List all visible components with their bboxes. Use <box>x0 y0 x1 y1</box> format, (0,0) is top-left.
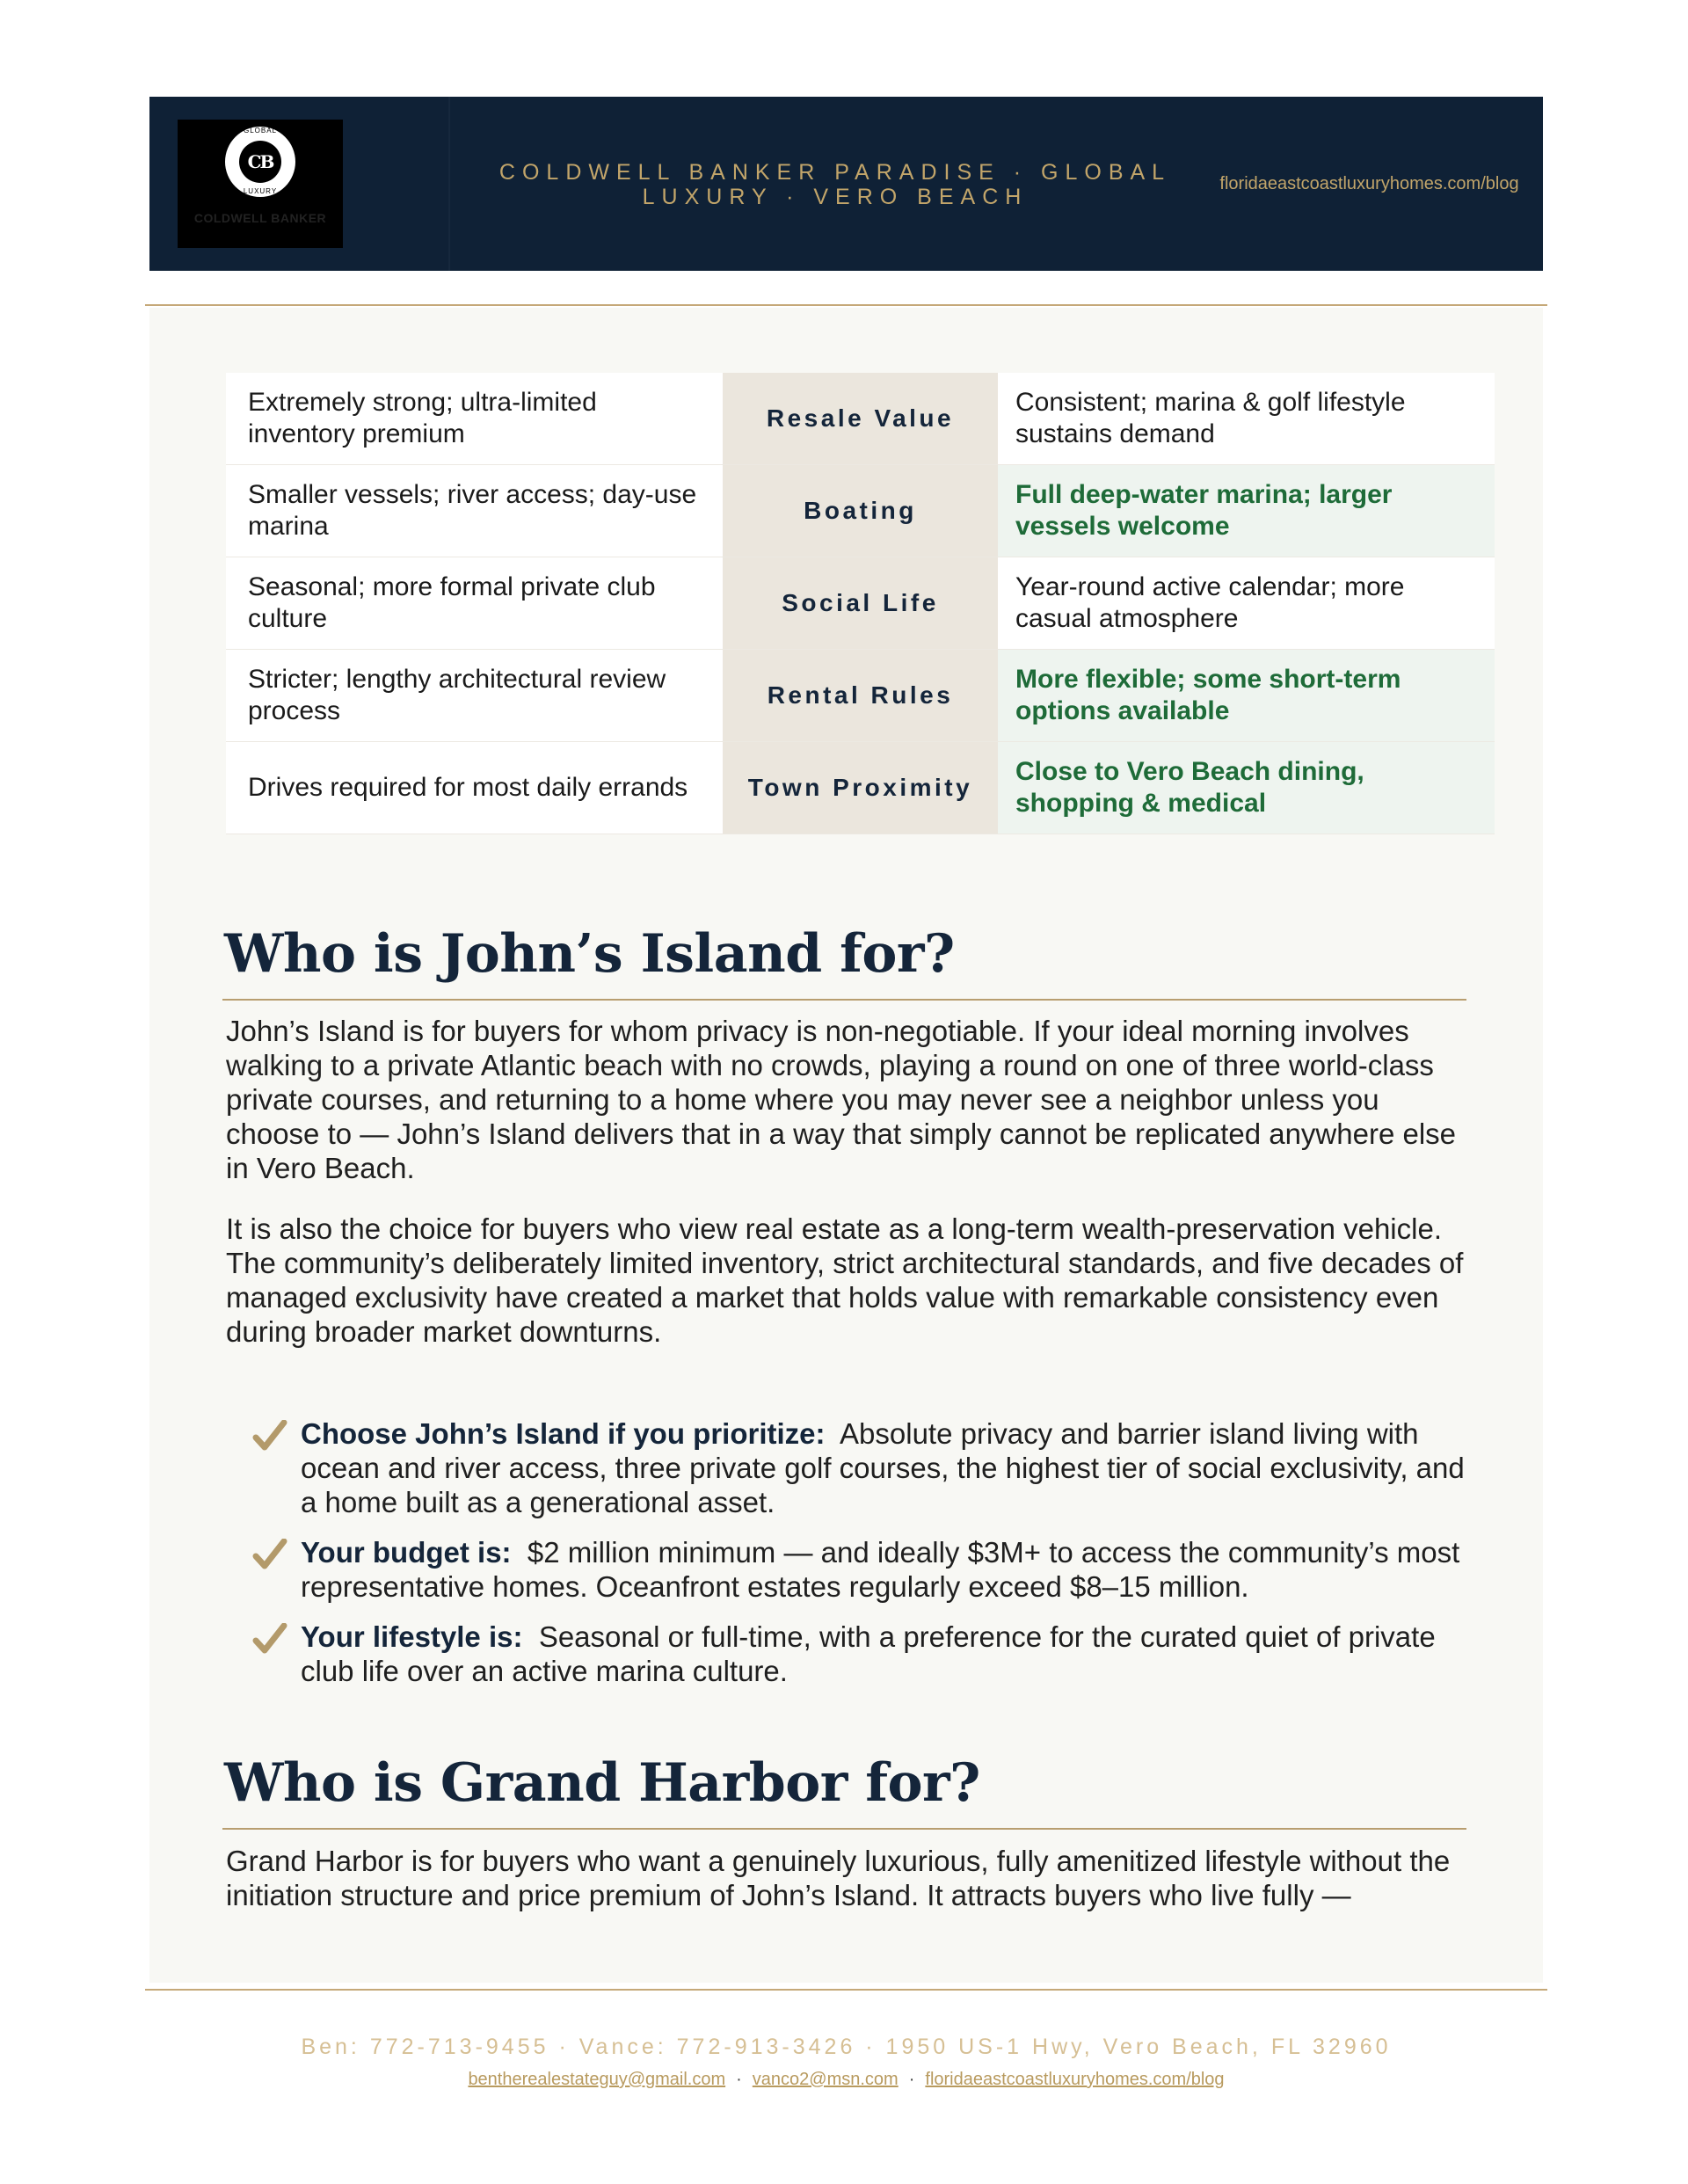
johns-island-cell: Seasonal; more formal private club culture <box>226 557 723 649</box>
table-row <box>226 742 1495 834</box>
category-label: Town Proximity <box>723 742 998 834</box>
logo-ring-top: GLOBAL <box>243 127 277 135</box>
grand-harbor-paragraph-1: Grand Harbor is for buyers who want a genuinely luxurious, fully amenitized lifestyle without the initiation structure and price premium of John’s Island. It attracts buyers who live fully — <box>226 1845 1451 1911</box>
grand-harbor-cell: Full deep-water marina; larger vessels welcome <box>998 465 1495 557</box>
checklist-text: Absolute privacy and barrier island living with ocean and river access, three private golf courses, the highest tier of social exclusivity, and a home built as a generational asset. <box>301 1417 1465 1518</box>
header-blog-url[interactable]: floridaeastcoastluxuryhomes.com/blog <box>1219 174 1519 193</box>
footer-contact-line: Ben: 772-713-9455 · Vance: 772-913-3426 · 1950 US-1 Hwy, Vero Beach, FL 32960 <box>301 2035 1392 2059</box>
table-row <box>226 650 1495 742</box>
heading-rule <box>222 999 1466 1001</box>
johns-island-cell: Stricter; lengthy architectural review process <box>226 650 723 741</box>
johns-island-cell: Smaller vessels; river access; day-use marina <box>226 465 723 557</box>
checklist-lead: Choose John’s Island if you prioritize: <box>301 1417 826 1450</box>
table-row <box>226 557 1495 650</box>
category-label: Social Life <box>723 557 998 649</box>
johns-island-checklist <box>252 1416 1474 1704</box>
heading-rule <box>222 1828 1466 1830</box>
logo-monogram: CB <box>239 141 281 183</box>
johns-island-cell: Drives required for most daily errands <box>226 742 723 834</box>
category-label: Resale Value <box>723 373 998 464</box>
logo-seal <box>225 127 295 197</box>
checklist-text: Seasonal or full-time, with a preference for the curated quiet of private club life over an active marina culture. <box>301 1620 1436 1687</box>
comparison-table <box>226 373 1495 834</box>
category-label: Rental Rules <box>723 650 998 741</box>
table-row <box>226 465 1495 557</box>
blog-link[interactable]: floridaeastcoastluxuryhomes.com/blog <box>925 2070 1225 2089</box>
footer-links <box>149 2070 1543 2090</box>
email-link-ben[interactable]: bentherealestateguy@gmail.com <box>468 2070 726 2089</box>
checklist-item <box>252 1416 1474 1519</box>
category-label: Boating <box>723 465 998 557</box>
footer-separator: · <box>908 2070 915 2089</box>
header-banner <box>149 97 1543 271</box>
johns-island-paragraph-2: It is also the choice for buyers who view real estate as a long-term wealth-preservation vehicle. The community’s deliberately limited inventory, strict architectural standards, and five decades of managed exclusivity have created a market that holds value with remarkable consistency even during broader market downturns. <box>226 1212 1464 1348</box>
logo-text: COLDWELL BANKER <box>193 211 327 225</box>
grand-harbor-cell: Year-round active calendar; more casual atmosphere <box>998 557 1495 649</box>
footer-separator: · <box>736 2070 742 2089</box>
header-divider <box>448 97 450 271</box>
footer-rule <box>145 1989 1547 1991</box>
header-rule <box>145 304 1547 306</box>
grand-harbor-heading: Who is Grand Harbor for? <box>224 1752 980 1814</box>
grand-harbor-cell: Consistent; marina & golf lifestyle sustains demand <box>998 373 1495 464</box>
grand-harbor-cell: Close to Vero Beach dining, shopping & medical <box>998 742 1495 834</box>
checkmark-icon <box>252 1623 287 1655</box>
checklist-item <box>252 1620 1474 1688</box>
brand-line-2: LUXURY · VERO BEACH <box>642 185 1029 209</box>
brand-title <box>484 160 1187 209</box>
table-row <box>226 373 1495 465</box>
checklist-item <box>252 1535 1474 1604</box>
brand-line-1: COLDWELL BANKER PARADISE · GLOBAL <box>498 160 1172 185</box>
johns-island-paragraph-1: John’s Island is for buyers for whom privacy is non-negotiable. If your ideal morning involves walking to a private Atlantic beach with no crowds, playing a round on one of three world-class private courses, and returning to a home where you may never see a neighbor unless you choose to — John’s Island delivers that in a way that simply cannot be replicated anywhere else in Vero Beach. <box>226 1015 1457 1184</box>
checkmark-icon <box>252 1539 287 1570</box>
johns-island-cell: Extremely strong; ultra-limited inventory premium <box>226 373 723 464</box>
checkmark-icon <box>252 1420 287 1452</box>
johns-island-heading: Who is John’s Island for? <box>224 923 955 985</box>
checklist-lead: Your lifestyle is: <box>301 1620 523 1653</box>
checklist-lead: Your budget is: <box>301 1536 512 1569</box>
coldwell-banker-logo <box>178 120 343 248</box>
email-link-vance[interactable]: vanco2@msn.com <box>752 2070 899 2089</box>
logo-ring-bottom: LUXURY <box>243 187 278 195</box>
checklist-text: $2 million minimum — and ideally $3M+ to access the community’s most representative homes. Oceanfront estates regularly exceed $8–15 million. <box>301 1536 1460 1603</box>
grand-harbor-cell: More flexible; some short-term options available <box>998 650 1495 741</box>
